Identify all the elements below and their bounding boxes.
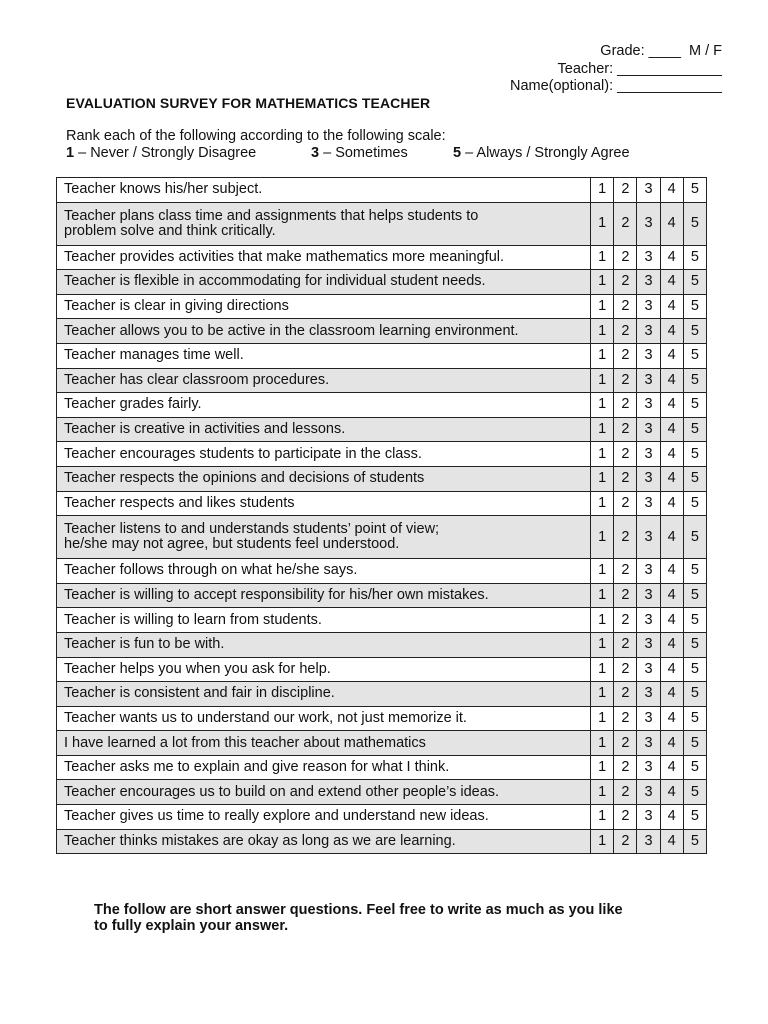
- rating-option-3[interactable]: 3: [637, 393, 660, 418]
- survey-row: [57, 559, 707, 584]
- rating-option-4[interactable]: 4: [660, 368, 683, 393]
- rating-option-3[interactable]: 3: [637, 731, 660, 756]
- rating-option-5[interactable]: 5: [683, 178, 706, 203]
- grade-field[interactable]: Grade: ____ M / F: [600, 43, 722, 59]
- rating-option-4[interactable]: 4: [660, 829, 683, 854]
- survey-question: Teacher knows his/her subject.: [57, 178, 591, 203]
- rating-option-5[interactable]: 5: [683, 755, 706, 780]
- survey-question: Teacher allows you to be active in the classroom learning environment.: [57, 319, 591, 344]
- rating-option-4[interactable]: 4: [660, 516, 683, 559]
- rating-option-2[interactable]: 2: [614, 202, 637, 245]
- survey-row: [57, 294, 707, 319]
- survey-row: [57, 706, 707, 731]
- survey-question: Teacher gives us time to really explore and understand new ideas.: [57, 805, 591, 830]
- survey-row: [57, 731, 707, 756]
- rating-option-4[interactable]: 4: [660, 608, 683, 633]
- survey-row: [57, 608, 707, 633]
- rating-option-5[interactable]: 5: [683, 442, 706, 467]
- scale-label: – Always / Strongly Agree: [461, 145, 630, 161]
- survey-row: [57, 491, 707, 516]
- rating-option-5[interactable]: 5: [683, 583, 706, 608]
- rating-option-1[interactable]: 1: [591, 442, 614, 467]
- rating-option-5[interactable]: 5: [683, 731, 706, 756]
- survey-row: [57, 657, 707, 682]
- rating-option-3[interactable]: 3: [637, 755, 660, 780]
- rating-option-4[interactable]: 4: [660, 706, 683, 731]
- rating-option-2[interactable]: 2: [614, 731, 637, 756]
- rating-option-3[interactable]: 3: [637, 559, 660, 584]
- rating-option-5[interactable]: 5: [683, 516, 706, 559]
- survey-question: Teacher respects the opinions and decisions of students: [57, 466, 591, 491]
- scale-item-sometimes: [311, 145, 408, 161]
- survey-question: Teacher is flexible in accommodating for individual student needs.: [57, 270, 591, 295]
- rating-option-4[interactable]: 4: [660, 731, 683, 756]
- rating-option-2[interactable]: 2: [614, 829, 637, 854]
- rating-option-5[interactable]: 5: [683, 706, 706, 731]
- rating-option-4[interactable]: 4: [660, 466, 683, 491]
- survey-question: Teacher respects and likes students: [57, 491, 591, 516]
- rating-option-4[interactable]: 4: [660, 559, 683, 584]
- rating-option-2[interactable]: 2: [614, 417, 637, 442]
- survey-question: Teacher follows through on what he/she says.: [57, 559, 591, 584]
- survey-row: [57, 319, 707, 344]
- survey-question: Teacher is willing to learn from students.: [57, 608, 591, 633]
- rating-option-2[interactable]: 2: [614, 368, 637, 393]
- rating-option-1[interactable]: 1: [591, 829, 614, 854]
- rating-option-4[interactable]: 4: [660, 442, 683, 467]
- rating-option-2[interactable]: 2: [614, 270, 637, 295]
- rating-option-3[interactable]: 3: [637, 368, 660, 393]
- rating-option-3[interactable]: 3: [637, 442, 660, 467]
- rating-option-2[interactable]: 2: [614, 343, 637, 368]
- survey-row: [57, 632, 707, 657]
- rating-option-1[interactable]: 1: [591, 294, 614, 319]
- rating-option-4[interactable]: 4: [660, 755, 683, 780]
- rating-option-5[interactable]: 5: [683, 657, 706, 682]
- rating-option-3[interactable]: 3: [637, 245, 660, 270]
- rating-option-3[interactable]: 3: [637, 178, 660, 203]
- scale-item-always: [453, 145, 630, 161]
- rating-option-4[interactable]: 4: [660, 393, 683, 418]
- survey-row: [57, 442, 707, 467]
- rating-option-1[interactable]: 1: [591, 706, 614, 731]
- rating-option-4[interactable]: 4: [660, 178, 683, 203]
- survey-row: [57, 780, 707, 805]
- rating-option-1[interactable]: 1: [591, 632, 614, 657]
- rating-option-5[interactable]: 5: [683, 393, 706, 418]
- rating-option-5[interactable]: 5: [683, 270, 706, 295]
- rating-option-1[interactable]: 1: [591, 319, 614, 344]
- name-optional-field[interactable]: Name(optional): _____________: [509, 78, 722, 94]
- teacher-field[interactable]: Teacher: _____________: [557, 61, 722, 77]
- survey-row: [57, 393, 707, 418]
- page-title: EVALUATION SURVEY FOR MATHEMATICS TEACHER: [66, 95, 431, 111]
- survey-question: Teacher helps you when you ask for help.: [57, 657, 591, 682]
- survey-question: Teacher is creative in activities and lessons.: [57, 417, 591, 442]
- rating-option-2[interactable]: 2: [614, 682, 637, 707]
- rating-option-1[interactable]: 1: [591, 417, 614, 442]
- rating-option-1[interactable]: 1: [591, 608, 614, 633]
- rating-option-1[interactable]: 1: [591, 393, 614, 418]
- survey-row: [57, 270, 707, 295]
- survey-row: [57, 466, 707, 491]
- scale-number: 5: [453, 145, 462, 161]
- rating-option-1[interactable]: 1: [591, 755, 614, 780]
- rating-option-1[interactable]: 1: [591, 368, 614, 393]
- rating-option-4[interactable]: 4: [660, 682, 683, 707]
- survey-question: Teacher listens to and understands students’ point of view; he/she may not agree, but students feel understood.: [57, 516, 591, 559]
- short-answer-instructions: The follow are short answer questions. Feel free to write as much as you like to fully explain your answer.: [94, 902, 623, 934]
- rating-option-1[interactable]: 1: [591, 202, 614, 245]
- rating-option-2[interactable]: 2: [614, 583, 637, 608]
- rating-option-2[interactable]: 2: [614, 559, 637, 584]
- rating-option-3[interactable]: 3: [637, 491, 660, 516]
- survey-table: [56, 177, 707, 854]
- rating-option-3[interactable]: 3: [637, 343, 660, 368]
- survey-question: Teacher plans class time and assignments that helps students to problem solve and think critically.: [57, 202, 591, 245]
- survey-row: [57, 829, 707, 854]
- rating-option-5[interactable]: 5: [683, 491, 706, 516]
- rating-option-5[interactable]: 5: [683, 682, 706, 707]
- survey-row: [57, 755, 707, 780]
- rating-option-2[interactable]: 2: [614, 466, 637, 491]
- rating-option-4[interactable]: 4: [660, 417, 683, 442]
- rating-option-2[interactable]: 2: [614, 178, 637, 203]
- rating-option-1[interactable]: 1: [591, 657, 614, 682]
- rating-option-3[interactable]: 3: [637, 780, 660, 805]
- rating-option-3[interactable]: 3: [637, 270, 660, 295]
- rating-option-2[interactable]: 2: [614, 294, 637, 319]
- rating-option-4[interactable]: 4: [660, 657, 683, 682]
- rating-option-4[interactable]: 4: [660, 491, 683, 516]
- rating-option-4[interactable]: 4: [660, 294, 683, 319]
- rating-option-4[interactable]: 4: [660, 343, 683, 368]
- rating-option-5[interactable]: 5: [683, 319, 706, 344]
- scale-number: 1: [66, 145, 75, 161]
- rating-option-5[interactable]: 5: [683, 608, 706, 633]
- rating-option-2[interactable]: 2: [614, 805, 637, 830]
- rating-option-3[interactable]: 3: [637, 805, 660, 830]
- rating-option-5[interactable]: 5: [683, 805, 706, 830]
- rating-option-3[interactable]: 3: [637, 466, 660, 491]
- rating-option-3[interactable]: 3: [637, 632, 660, 657]
- rating-option-3[interactable]: 3: [637, 319, 660, 344]
- rating-option-5[interactable]: 5: [683, 245, 706, 270]
- survey-row: [57, 202, 707, 245]
- rating-option-4[interactable]: 4: [660, 780, 683, 805]
- scale-label: – Sometimes: [319, 145, 408, 161]
- rating-option-2[interactable]: 2: [614, 393, 637, 418]
- rating-option-5[interactable]: 5: [683, 343, 706, 368]
- survey-question: Teacher thinks mistakes are okay as long as we are learning.: [57, 829, 591, 854]
- rating-option-3[interactable]: 3: [637, 657, 660, 682]
- survey-row: [57, 682, 707, 707]
- rating-option-5[interactable]: 5: [683, 559, 706, 584]
- survey-question: Teacher grades fairly.: [57, 393, 591, 418]
- rating-option-5[interactable]: 5: [683, 417, 706, 442]
- survey-question: Teacher encourages us to build on and extend other people’s ideas.: [57, 780, 591, 805]
- rating-option-1[interactable]: 1: [591, 516, 614, 559]
- rating-option-4[interactable]: 4: [660, 245, 683, 270]
- rating-option-2[interactable]: 2: [614, 632, 637, 657]
- rating-option-4[interactable]: 4: [660, 632, 683, 657]
- survey-question: Teacher wants us to understand our work, not just memorize it.: [57, 706, 591, 731]
- rating-option-1[interactable]: 1: [591, 491, 614, 516]
- rating-option-1[interactable]: 1: [591, 731, 614, 756]
- survey-question: Teacher is consistent and fair in discipline.: [57, 682, 591, 707]
- rating-option-1[interactable]: 1: [591, 682, 614, 707]
- survey-row: [57, 417, 707, 442]
- survey-row: [57, 805, 707, 830]
- rating-option-2[interactable]: 2: [614, 319, 637, 344]
- survey-row: [57, 178, 707, 203]
- survey-row: [57, 368, 707, 393]
- rating-option-4[interactable]: 4: [660, 583, 683, 608]
- rating-option-3[interactable]: 3: [637, 706, 660, 731]
- rating-option-2[interactable]: 2: [614, 442, 637, 467]
- rating-option-2[interactable]: 2: [614, 780, 637, 805]
- rating-option-3[interactable]: 3: [637, 417, 660, 442]
- survey-question: Teacher is willing to accept responsibility for his/her own mistakes.: [57, 583, 591, 608]
- rating-option-1[interactable]: 1: [591, 805, 614, 830]
- rating-option-1[interactable]: 1: [591, 178, 614, 203]
- rating-option-3[interactable]: 3: [637, 516, 660, 559]
- survey-question: Teacher manages time well.: [57, 343, 591, 368]
- rating-option-4[interactable]: 4: [660, 202, 683, 245]
- survey-question: Teacher has clear classroom procedures.: [57, 368, 591, 393]
- rating-option-2[interactable]: 2: [614, 706, 637, 731]
- rating-option-3[interactable]: 3: [637, 682, 660, 707]
- survey-row: [57, 343, 707, 368]
- survey-row: [57, 245, 707, 270]
- rating-option-4[interactable]: 4: [660, 270, 683, 295]
- rating-option-1[interactable]: 1: [591, 780, 614, 805]
- scale-number: 3: [311, 145, 320, 161]
- survey-row: [57, 516, 707, 559]
- rating-option-4[interactable]: 4: [660, 805, 683, 830]
- rating-option-3[interactable]: 3: [637, 608, 660, 633]
- survey-question: Teacher is fun to be with.: [57, 632, 591, 657]
- rating-option-2[interactable]: 2: [614, 608, 637, 633]
- rating-option-2[interactable]: 2: [614, 755, 637, 780]
- rating-option-2[interactable]: 2: [614, 516, 637, 559]
- rating-option-5[interactable]: 5: [683, 780, 706, 805]
- rating-option-5[interactable]: 5: [683, 202, 706, 245]
- rating-option-5[interactable]: 5: [683, 368, 706, 393]
- survey-question: I have learned a lot from this teacher about mathematics: [57, 731, 591, 756]
- rating-option-2[interactable]: 2: [614, 657, 637, 682]
- rating-option-1[interactable]: 1: [591, 466, 614, 491]
- rating-option-3[interactable]: 3: [637, 294, 660, 319]
- rating-option-5[interactable]: 5: [683, 829, 706, 854]
- rating-option-5[interactable]: 5: [683, 466, 706, 491]
- rating-option-1[interactable]: 1: [591, 343, 614, 368]
- rating-option-1[interactable]: 1: [591, 245, 614, 270]
- rating-option-1[interactable]: 1: [591, 583, 614, 608]
- survey-question: Teacher provides activities that make mathematics more meaningful.: [57, 245, 591, 270]
- survey-row: [57, 583, 707, 608]
- rating-option-3[interactable]: 3: [637, 202, 660, 245]
- survey-question: Teacher encourages students to participate in the class.: [57, 442, 591, 467]
- rating-option-5[interactable]: 5: [683, 632, 706, 657]
- rating-option-3[interactable]: 3: [637, 583, 660, 608]
- scale-item-never: [66, 145, 256, 161]
- rating-option-5[interactable]: 5: [683, 294, 706, 319]
- rating-option-4[interactable]: 4: [660, 319, 683, 344]
- rating-option-2[interactable]: 2: [614, 491, 637, 516]
- rating-option-1[interactable]: 1: [591, 559, 614, 584]
- survey-question: Teacher is clear in giving directions: [57, 294, 591, 319]
- survey-question: Teacher asks me to explain and give reason for what I think.: [57, 755, 591, 780]
- rating-option-3[interactable]: 3: [637, 829, 660, 854]
- scale-label: – Never / Strongly Disagree: [74, 145, 257, 161]
- rating-option-1[interactable]: 1: [591, 270, 614, 295]
- rating-option-2[interactable]: 2: [614, 245, 637, 270]
- scale-instructions: Rank each of the following according to the following scale:: [66, 128, 446, 144]
